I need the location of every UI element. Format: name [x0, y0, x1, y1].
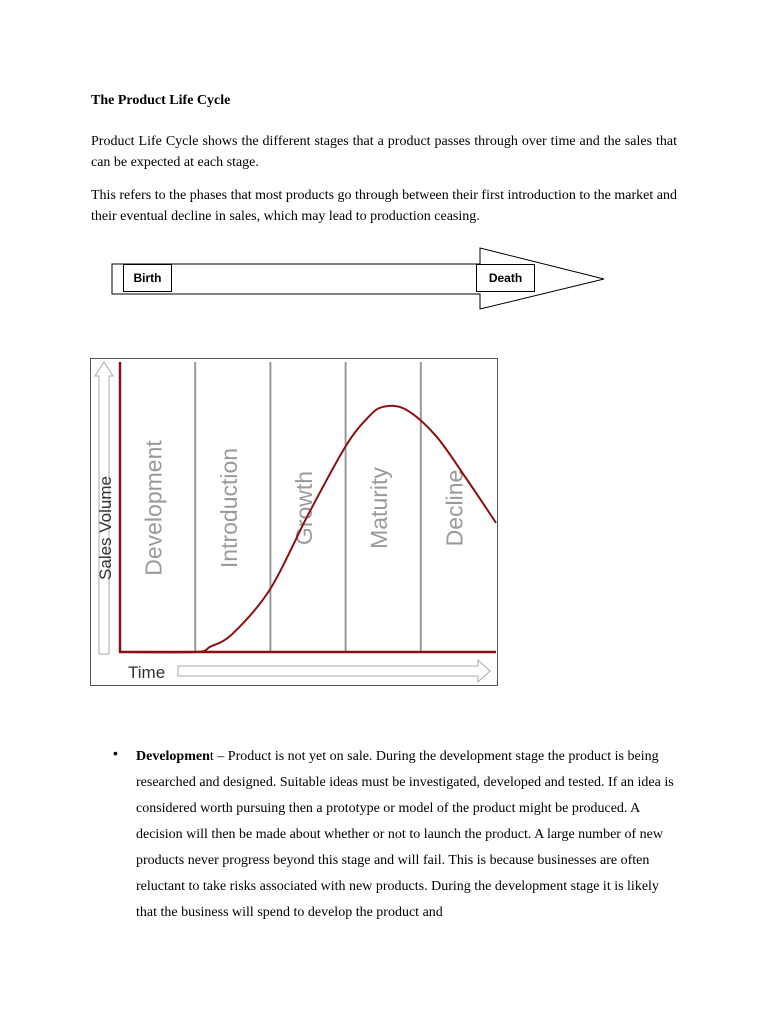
phases-paragraph: This refers to the phases that most products go through between their first introduction to the market and their eventual decline in sales, which may lead to production ceasing.	[91, 188, 677, 224]
bullet-text	[136, 744, 676, 926]
product-life-cycle-chart	[90, 358, 498, 686]
y-axis-label: Sales Volume	[96, 476, 115, 580]
bullet-term: Developmen	[136, 749, 210, 764]
x-axis-label: Time	[128, 663, 166, 682]
chart-svg	[90, 358, 498, 686]
document-title: The Product Life Cycle	[91, 93, 231, 108]
bullet-marker: •	[113, 745, 118, 761]
arrow-shape	[110, 246, 610, 312]
birth-label: Birth	[123, 264, 172, 292]
stage-label-maturity: Maturity	[366, 467, 393, 549]
intro-paragraph: Product Life Cycle shows the different stages that a product passes through over time and the sales that can be expected at each stage.	[91, 134, 677, 170]
birth-death-arrow	[110, 246, 610, 312]
stage-label-development: Development	[140, 440, 167, 576]
bullet-term-tail: t	[209, 749, 214, 764]
stage-label-introduction: Introduction	[215, 447, 242, 569]
death-label: Death	[476, 264, 535, 292]
bullet-body: – Product is not yet on sale. During the development stage the product is being researched and designed. Suitable ideas must be investigated, developed and tested. If an idea is considered worth pursuing then a prototype or model of the product might be produced. A decision will then be made about whether or not to launch the product. A large number of new products never progress beyond this stage and will fail. This is because businesses are often reluctant to take risks associated with new products. During the development stage it is likely that the business will spend to develop the product and	[136, 749, 674, 920]
stage-label-decline: Decline	[441, 469, 468, 547]
stage-label-growth: Growth	[291, 470, 317, 546]
